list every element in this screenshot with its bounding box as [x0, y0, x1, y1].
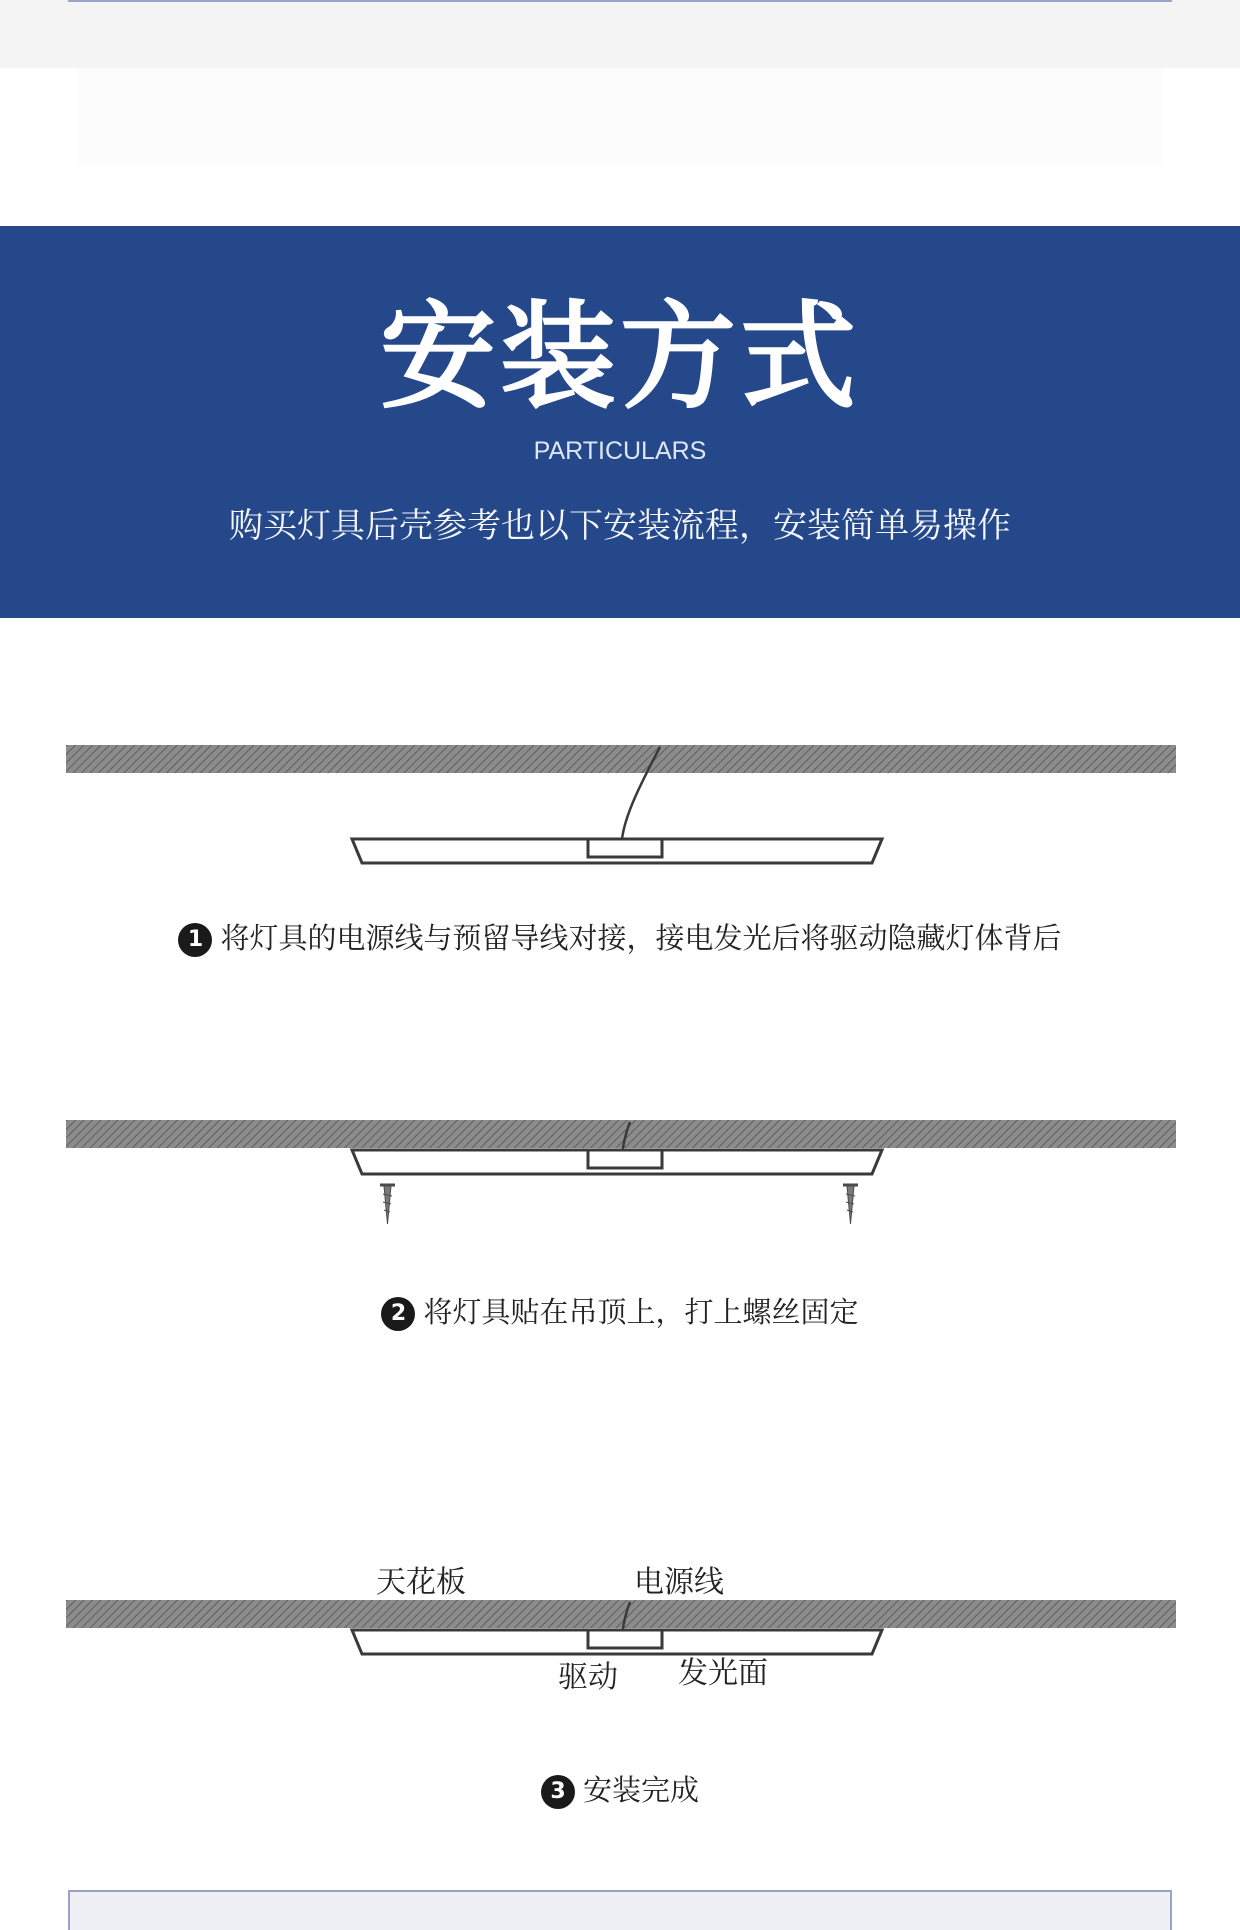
ceiling-slab	[66, 1120, 1176, 1148]
step-3-caption	[0, 1770, 1240, 1810]
ceiling-slab	[66, 745, 1176, 773]
divider	[68, 0, 1172, 2]
ceiling-slab	[66, 1600, 1176, 1628]
step-number-badge: 3	[541, 1775, 575, 1809]
driver-box	[588, 1630, 662, 1648]
banner	[0, 226, 1240, 618]
step-text: 将灯具贴在吊顶上，打上螺丝固定	[423, 1295, 859, 1329]
banner-title: 安装方式	[380, 290, 860, 425]
banner-subtitle: PARTICULARS	[533, 437, 707, 465]
step-3-diagram	[0, 1590, 1240, 1680]
driver-box	[588, 839, 662, 857]
step-1-diagram	[0, 735, 1240, 875]
label-ceiling: 天花板	[376, 1565, 466, 1600]
label-power-cord: 电源线	[634, 1565, 724, 1600]
label-driver: 驱动	[558, 1660, 618, 1695]
driver-box	[588, 1150, 662, 1168]
screw-left	[380, 1185, 395, 1224]
screw-right	[843, 1185, 858, 1224]
label-light-surface: 发光面	[678, 1656, 768, 1691]
step-number-badge: 2	[381, 1297, 415, 1331]
banner-description: 购买灯具后壳参考也以下安装流程，安装简单易操作	[229, 506, 1011, 546]
next-section-card	[68, 1890, 1172, 1930]
step-text: 安装完成	[582, 1773, 699, 1807]
top-strip	[0, 0, 1240, 68]
step-number-badge: 1	[178, 923, 212, 957]
step-text: 将灯具的电源线与预留导线对接，接电发光后将驱动隐藏灯体背后	[220, 921, 1062, 955]
step-2-caption	[0, 1292, 1240, 1332]
step-2-diagram	[0, 1110, 1240, 1230]
step-1-caption	[0, 918, 1240, 958]
spacer-panel	[78, 68, 1162, 164]
